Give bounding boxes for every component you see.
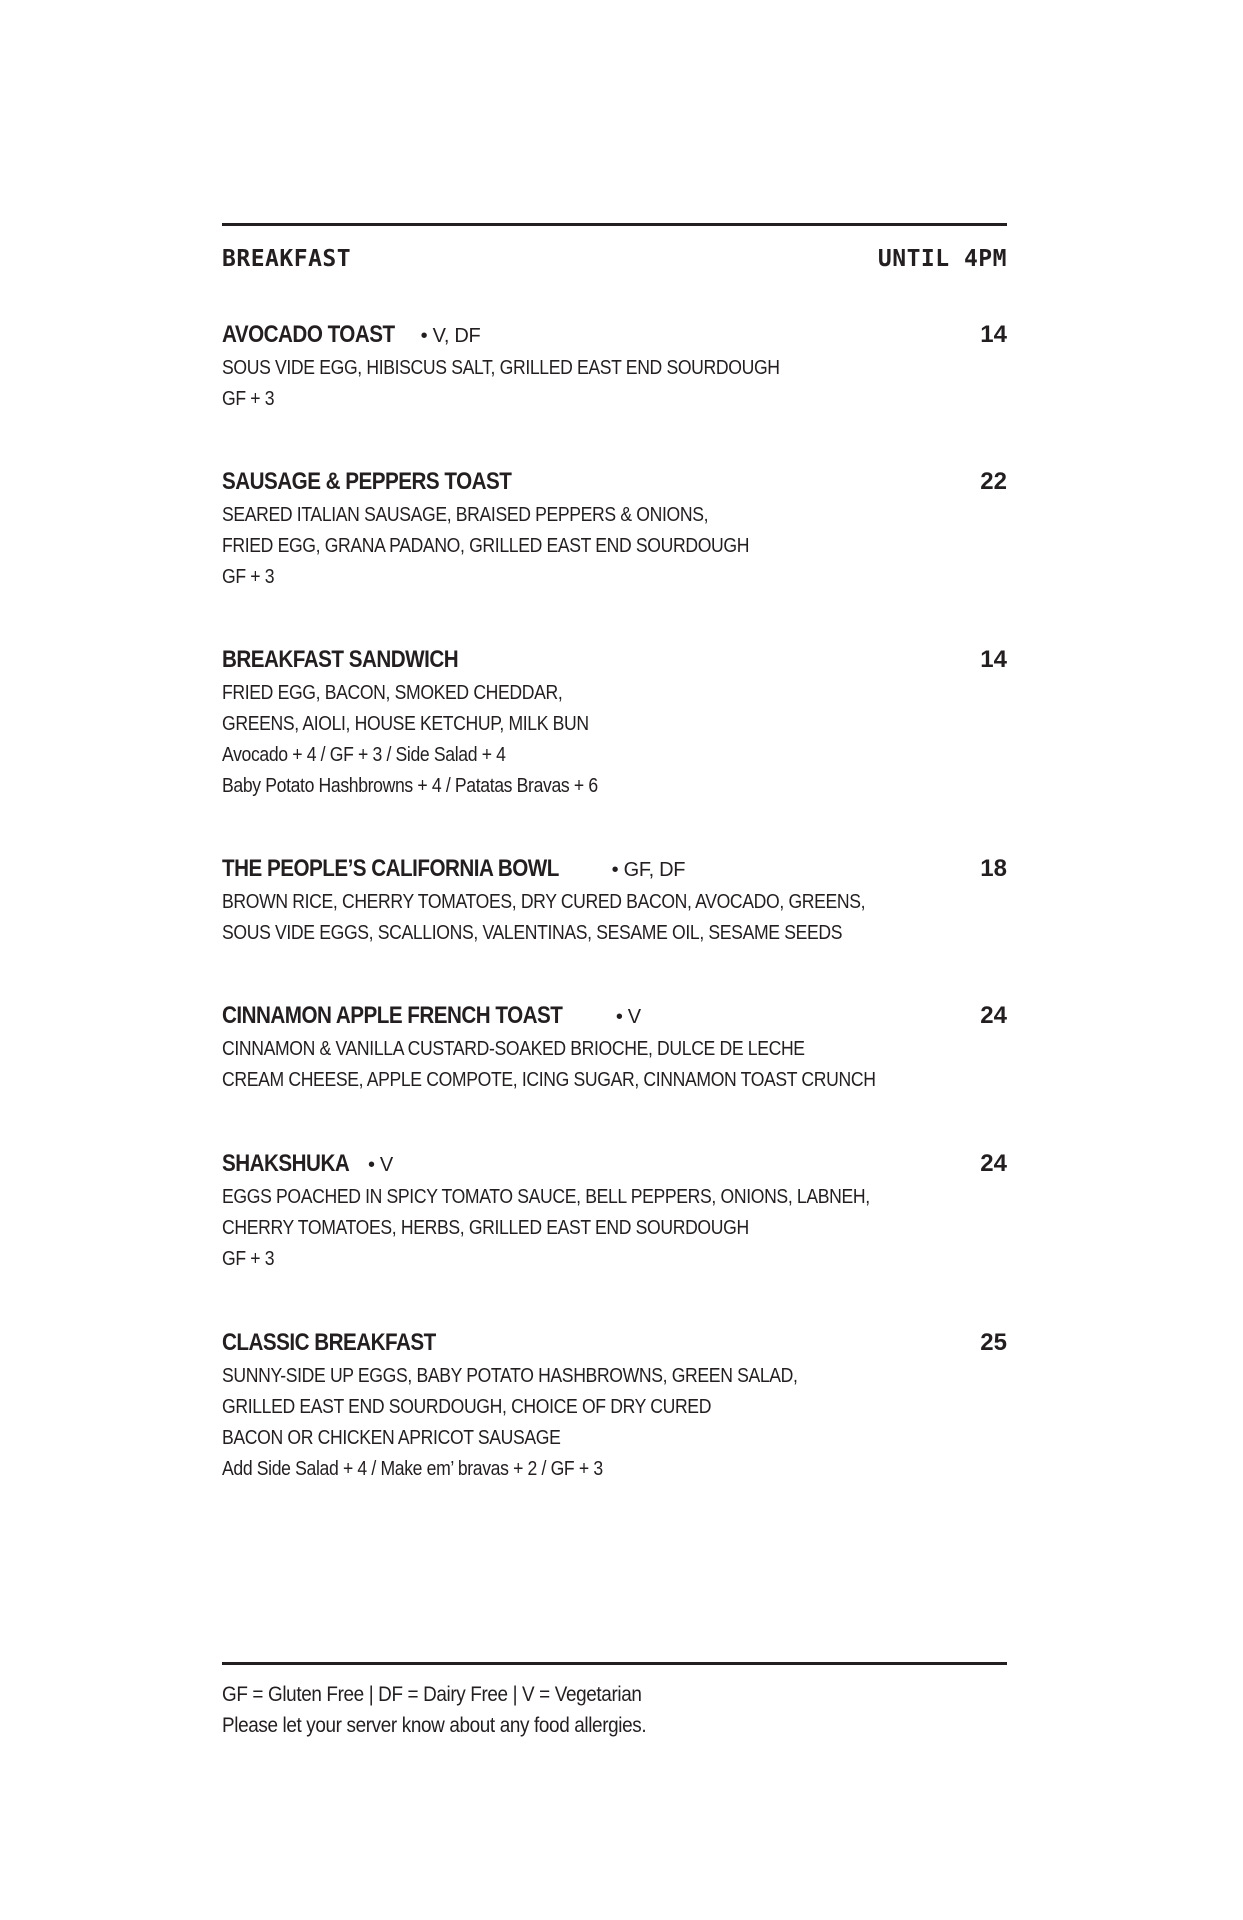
menu-item-french-toast bbox=[222, 1002, 1007, 1096]
menu-item-classic-breakfast bbox=[222, 1329, 1007, 1485]
item-name: CINNAMON APPLE FRENCH TOAST bbox=[222, 1002, 563, 1029]
item-tags: • V, DF bbox=[420, 325, 481, 347]
item-description: CINNAMON & VANILLA CUSTARD-SOAKED BRIOCHE, DULCE DE LECHE bbox=[222, 1038, 805, 1060]
top-divider bbox=[222, 223, 1007, 226]
item-price: 18 bbox=[980, 855, 1007, 882]
item-description: CREAM CHEESE, APPLE COMPOTE, ICING SUGAR, CINNAMON TOAST CRUNCH bbox=[222, 1069, 876, 1091]
item-description: SOUS VIDE EGG, HIBISCUS SALT, GRILLED EAST END SOURDOUGH bbox=[222, 357, 780, 379]
menu-item-sausage-peppers-toast bbox=[222, 468, 1007, 593]
item-name: CLASSIC BREAKFAST bbox=[222, 1329, 436, 1356]
item-price: 24 bbox=[980, 1150, 1007, 1177]
footer bbox=[222, 1662, 1007, 1741]
item-price: 24 bbox=[980, 1002, 1007, 1029]
item-name: SAUSAGE & PEPPERS TOAST bbox=[222, 468, 512, 495]
item-price: 14 bbox=[980, 646, 1007, 673]
item-description: GF + 3 bbox=[222, 1248, 275, 1270]
item-name: AVOCADO TOAST bbox=[222, 321, 395, 348]
item-tags: • V bbox=[615, 1006, 641, 1028]
item-description: FRIED EGG, GRANA PADANO, GRILLED EAST END SOURDOUGH bbox=[222, 535, 750, 557]
item-description: EGGS POACHED IN SPICY TOMATO SAUCE, BELL PEPPERS, ONIONS, LABNEH, bbox=[222, 1186, 870, 1208]
item-price: 14 bbox=[980, 321, 1007, 348]
breakfast-menu bbox=[222, 223, 1007, 1480]
item-price: 22 bbox=[980, 468, 1007, 495]
item-tags: • GF, DF bbox=[611, 859, 686, 881]
item-description: Avocado + 4 / GF + 3 / Side Salad + 4 bbox=[222, 744, 506, 766]
item-description: FRIED EGG, BACON, SMOKED CHEDDAR, bbox=[222, 682, 563, 704]
menu-item-avocado-toast bbox=[222, 321, 1007, 415]
item-description: SOUS VIDE EGGS, SCALLIONS, VALENTINAS, SESAME OIL, SESAME SEEDS bbox=[222, 922, 843, 944]
menu-item-shakshuka bbox=[222, 1150, 1007, 1275]
bottom-divider bbox=[222, 1662, 1007, 1665]
section-title: BREAKFAST bbox=[222, 246, 352, 272]
item-name: BREAKFAST SANDWICH bbox=[222, 646, 459, 673]
item-description: BACON OR CHICKEN APRICOT SAUSAGE bbox=[222, 1427, 561, 1449]
item-description: BROWN RICE, CHERRY TOMATOES, DRY CURED BACON, AVOCADO, GREENS, bbox=[222, 891, 866, 913]
item-price: 25 bbox=[980, 1329, 1007, 1356]
item-description: SEARED ITALIAN SAUSAGE, BRAISED PEPPERS & ONIONS, bbox=[222, 504, 709, 526]
item-name: THE PEOPLE’S CALIFORNIA BOWL bbox=[222, 855, 559, 882]
item-description: GREENS, AIOLI, HOUSE KETCHUP, MILK BUN bbox=[222, 713, 589, 735]
item-description: Add Side Salad + 4 / Make em’ bravas + 2 / GF + 3 bbox=[222, 1458, 603, 1480]
item-description: CHERRY TOMATOES, HERBS, GRILLED EAST END SOURDOUGH bbox=[222, 1217, 749, 1239]
item-description: GF + 3 bbox=[222, 388, 275, 410]
section-hours: UNTIL 4PM bbox=[877, 246, 1007, 272]
item-name: SHAKSHUKA bbox=[222, 1150, 350, 1177]
item-tags: • V bbox=[367, 1154, 393, 1176]
item-description: GF + 3 bbox=[222, 566, 275, 588]
menu-item-breakfast-sandwich bbox=[222, 646, 1007, 802]
section-header bbox=[222, 246, 1007, 272]
item-description: SUNNY-SIDE UP EGGS, BABY POTATO HASHBROWNS, GREEN SALAD, bbox=[222, 1365, 798, 1387]
item-description: Baby Potato Hashbrowns + 4 / Patatas Bravas + 6 bbox=[222, 775, 598, 797]
dietary-legend: GF = Gluten Free | DF = Dairy Free | V = Vegetarian bbox=[222, 1683, 642, 1706]
allergy-note: Please let your server know about any food allergies. bbox=[222, 1714, 647, 1737]
item-description: GRILLED EAST END SOURDOUGH, CHOICE OF DRY CURED bbox=[222, 1396, 712, 1418]
menu-item-california-bowl bbox=[222, 855, 1007, 949]
